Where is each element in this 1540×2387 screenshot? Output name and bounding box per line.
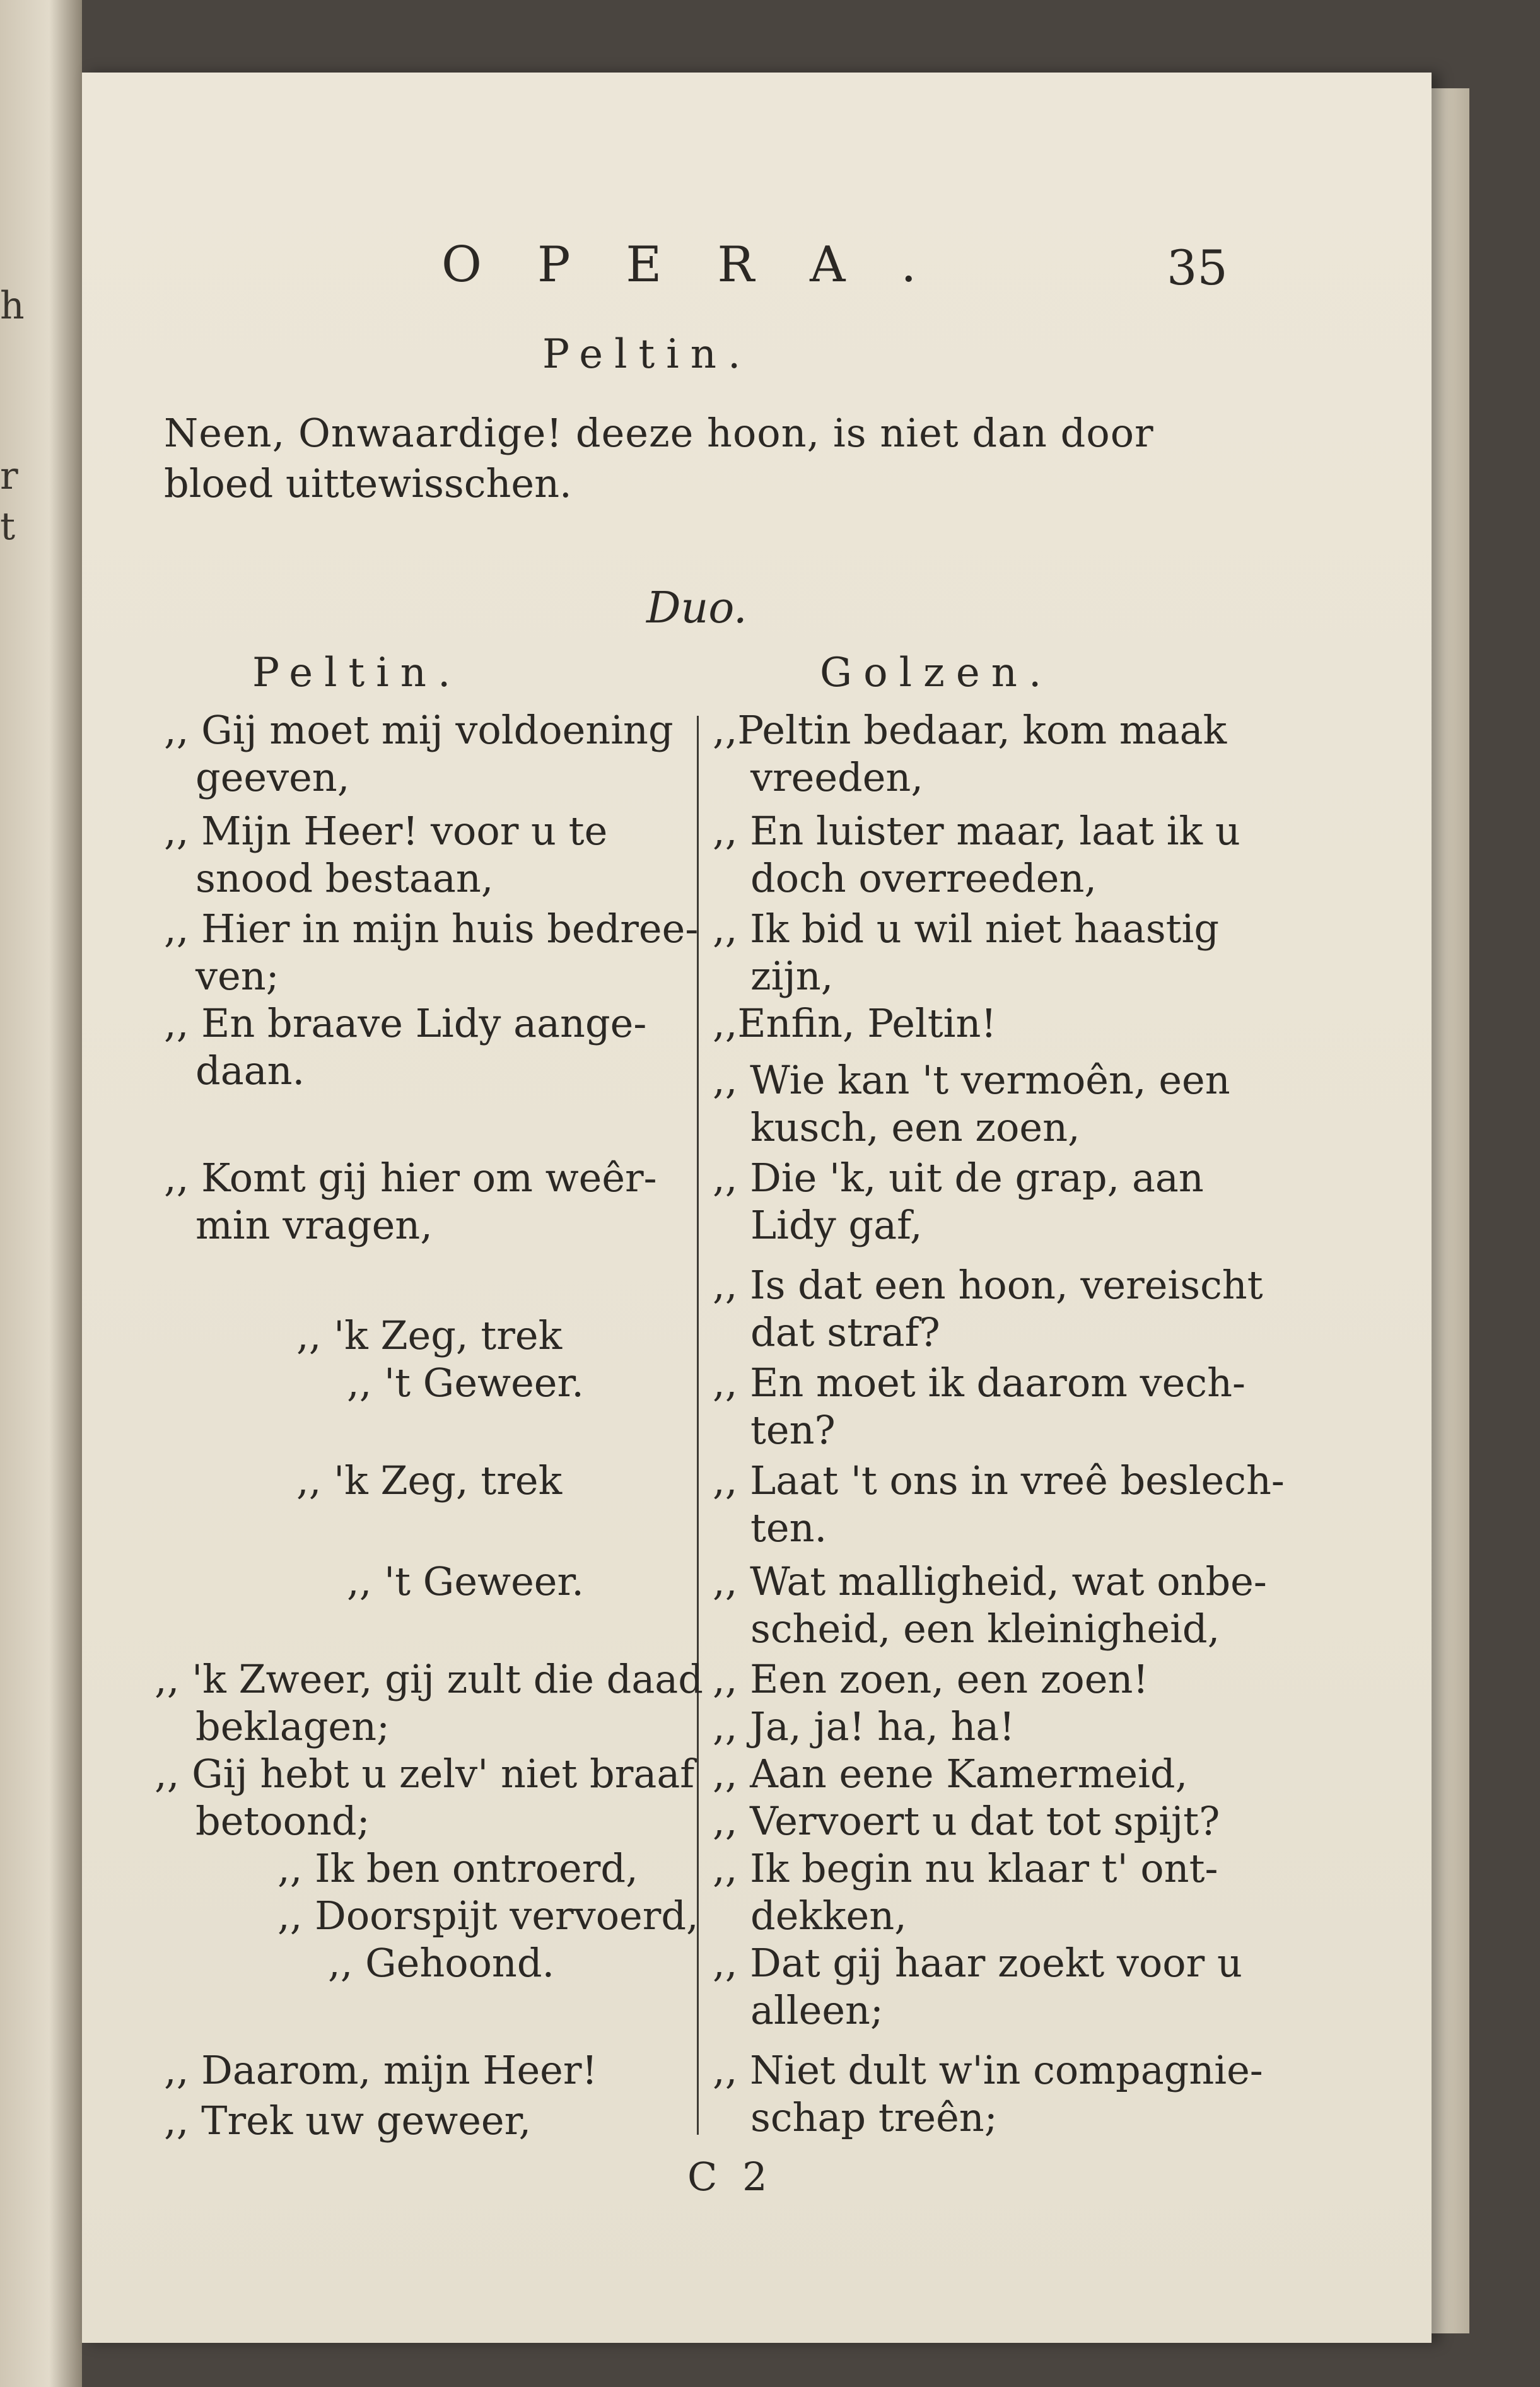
verse-line: ,, Doorspijt vervoerd, [277, 1893, 699, 1939]
verse-line: ,, En luister maar, laat ik u [713, 808, 1240, 854]
verse-line: dekken, [750, 1893, 907, 1939]
verse-line: ,, Ik begin nu klaar t' ont- [713, 1845, 1218, 1891]
verse-line: ,, Hier in mijn huis bedree- [164, 906, 699, 952]
verse-line: ,, Vervoert u dat tot spijt? [713, 1798, 1220, 1844]
speaker-heading: Peltin. [542, 331, 752, 378]
verse-line: alleen; [750, 1987, 884, 2033]
verse-line: ,,Peltin bedaar, kom maak [713, 707, 1227, 753]
verse-line: doch overreeden, [750, 855, 1097, 901]
verse-line: betoond; [195, 1798, 370, 1844]
facing-page-fragment: t [0, 505, 16, 549]
verse-line: kusch, een zoen, [750, 1104, 1080, 1150]
verse-line: ,, 't Geweer. [347, 1558, 584, 1604]
verse-line: ,, 'k Zeg, trek [296, 1312, 563, 1358]
facing-page-fragment: h [0, 284, 25, 328]
verse-line: ,, Laat 't ons in vreê beslech- [713, 1457, 1285, 1503]
verse-line: ,,Enfin, Peltin! [713, 1000, 997, 1046]
verse-line: ,, Komt gij hier om weêr- [164, 1155, 657, 1201]
verse-line: schap treên; [750, 2094, 998, 2140]
verse-line: geeven, [195, 754, 350, 800]
verse-line: ,, Wie kan 't vermoên, een [713, 1057, 1230, 1103]
facing-page-edge [0, 0, 82, 2387]
page-stack-edge [1432, 88, 1469, 2333]
prose-line: Neen, Onwaardige! deeze hoon, is niet dan door [164, 410, 1154, 456]
verse-line: ,, Wat malligheid, wat onbe- [713, 1558, 1267, 1604]
verse-line: ,, Trek uw geweer, [164, 2098, 532, 2144]
verse-line: Lidy gaf, [750, 1202, 923, 1248]
verse-line: dat straf? [750, 1309, 940, 1355]
verse-line: ,, 't Geweer. [347, 1360, 584, 1406]
verse-line: ten? [750, 1407, 836, 1453]
book-page [82, 73, 1432, 2343]
verse-line: ,, Die 'k, uit de grap, aan [713, 1155, 1204, 1201]
verse-line: snood bestaan, [195, 855, 494, 901]
verse-line: ,, Is dat een hoon, vereischt [713, 1262, 1263, 1308]
left-column-speaker: Peltin. [252, 650, 462, 696]
facing-page-fragment: r [0, 454, 18, 498]
verse-line: ,, Ik bid u wil niet haastig [713, 906, 1220, 952]
verse-line: ,, Dat gij haar zoekt voor u [713, 1940, 1242, 1986]
verse-line: ,, En braave Lidy aange- [164, 1000, 647, 1046]
prose-line: bloed uittewisschen. [164, 460, 572, 506]
verse-line: ,, En moet ik daarom vech- [713, 1360, 1245, 1406]
verse-line: vreeden, [750, 754, 924, 800]
verse-line: ,, Gij hebt u zelv' niet braaf [155, 1751, 695, 1797]
verse-line: ,, Een zoen, een zoen! [713, 1656, 1149, 1702]
verse-line: zijn, [750, 953, 834, 999]
verse-line: ,, Daarom, mijn Heer! [164, 2047, 598, 2093]
verse-line: ,, Mijn Heer! voor u te [164, 808, 608, 854]
verse-line: min vragen, [195, 1202, 433, 1248]
verse-line: ,, Gij moet mij voldoening [164, 707, 674, 753]
verse-line: ten. [750, 1505, 827, 1551]
verse-line: ,, Ja, ja! ha, ha! [713, 1703, 1015, 1749]
running-title: OPERA. [441, 236, 972, 293]
verse-line: scheid, een kleinigheid, [750, 1606, 1220, 1652]
page-number: 35 [1167, 240, 1228, 296]
verse-line: ,, 'k Zeg, trek [296, 1457, 563, 1503]
duo-heading: Duo. [646, 583, 747, 633]
verse-line: beklagen; [195, 1703, 390, 1749]
verse-line: ven; [195, 953, 279, 999]
right-column-speaker: Golzen. [820, 650, 1053, 696]
verse-line: ,, Ik ben ontroerd, [277, 1845, 638, 1891]
verse-line: ,, 'k Zweer, gij zult die daad [155, 1656, 703, 1702]
signature-mark: C 2 [687, 2154, 774, 2200]
verse-line: ,, Aan eene Kamermeid, [713, 1751, 1188, 1797]
verse-line: ,, Niet dult w'in compagnie- [713, 2047, 1263, 2093]
verse-line: ,, Gehoond. [328, 1940, 555, 1986]
verse-line: daan. [195, 1048, 305, 1094]
